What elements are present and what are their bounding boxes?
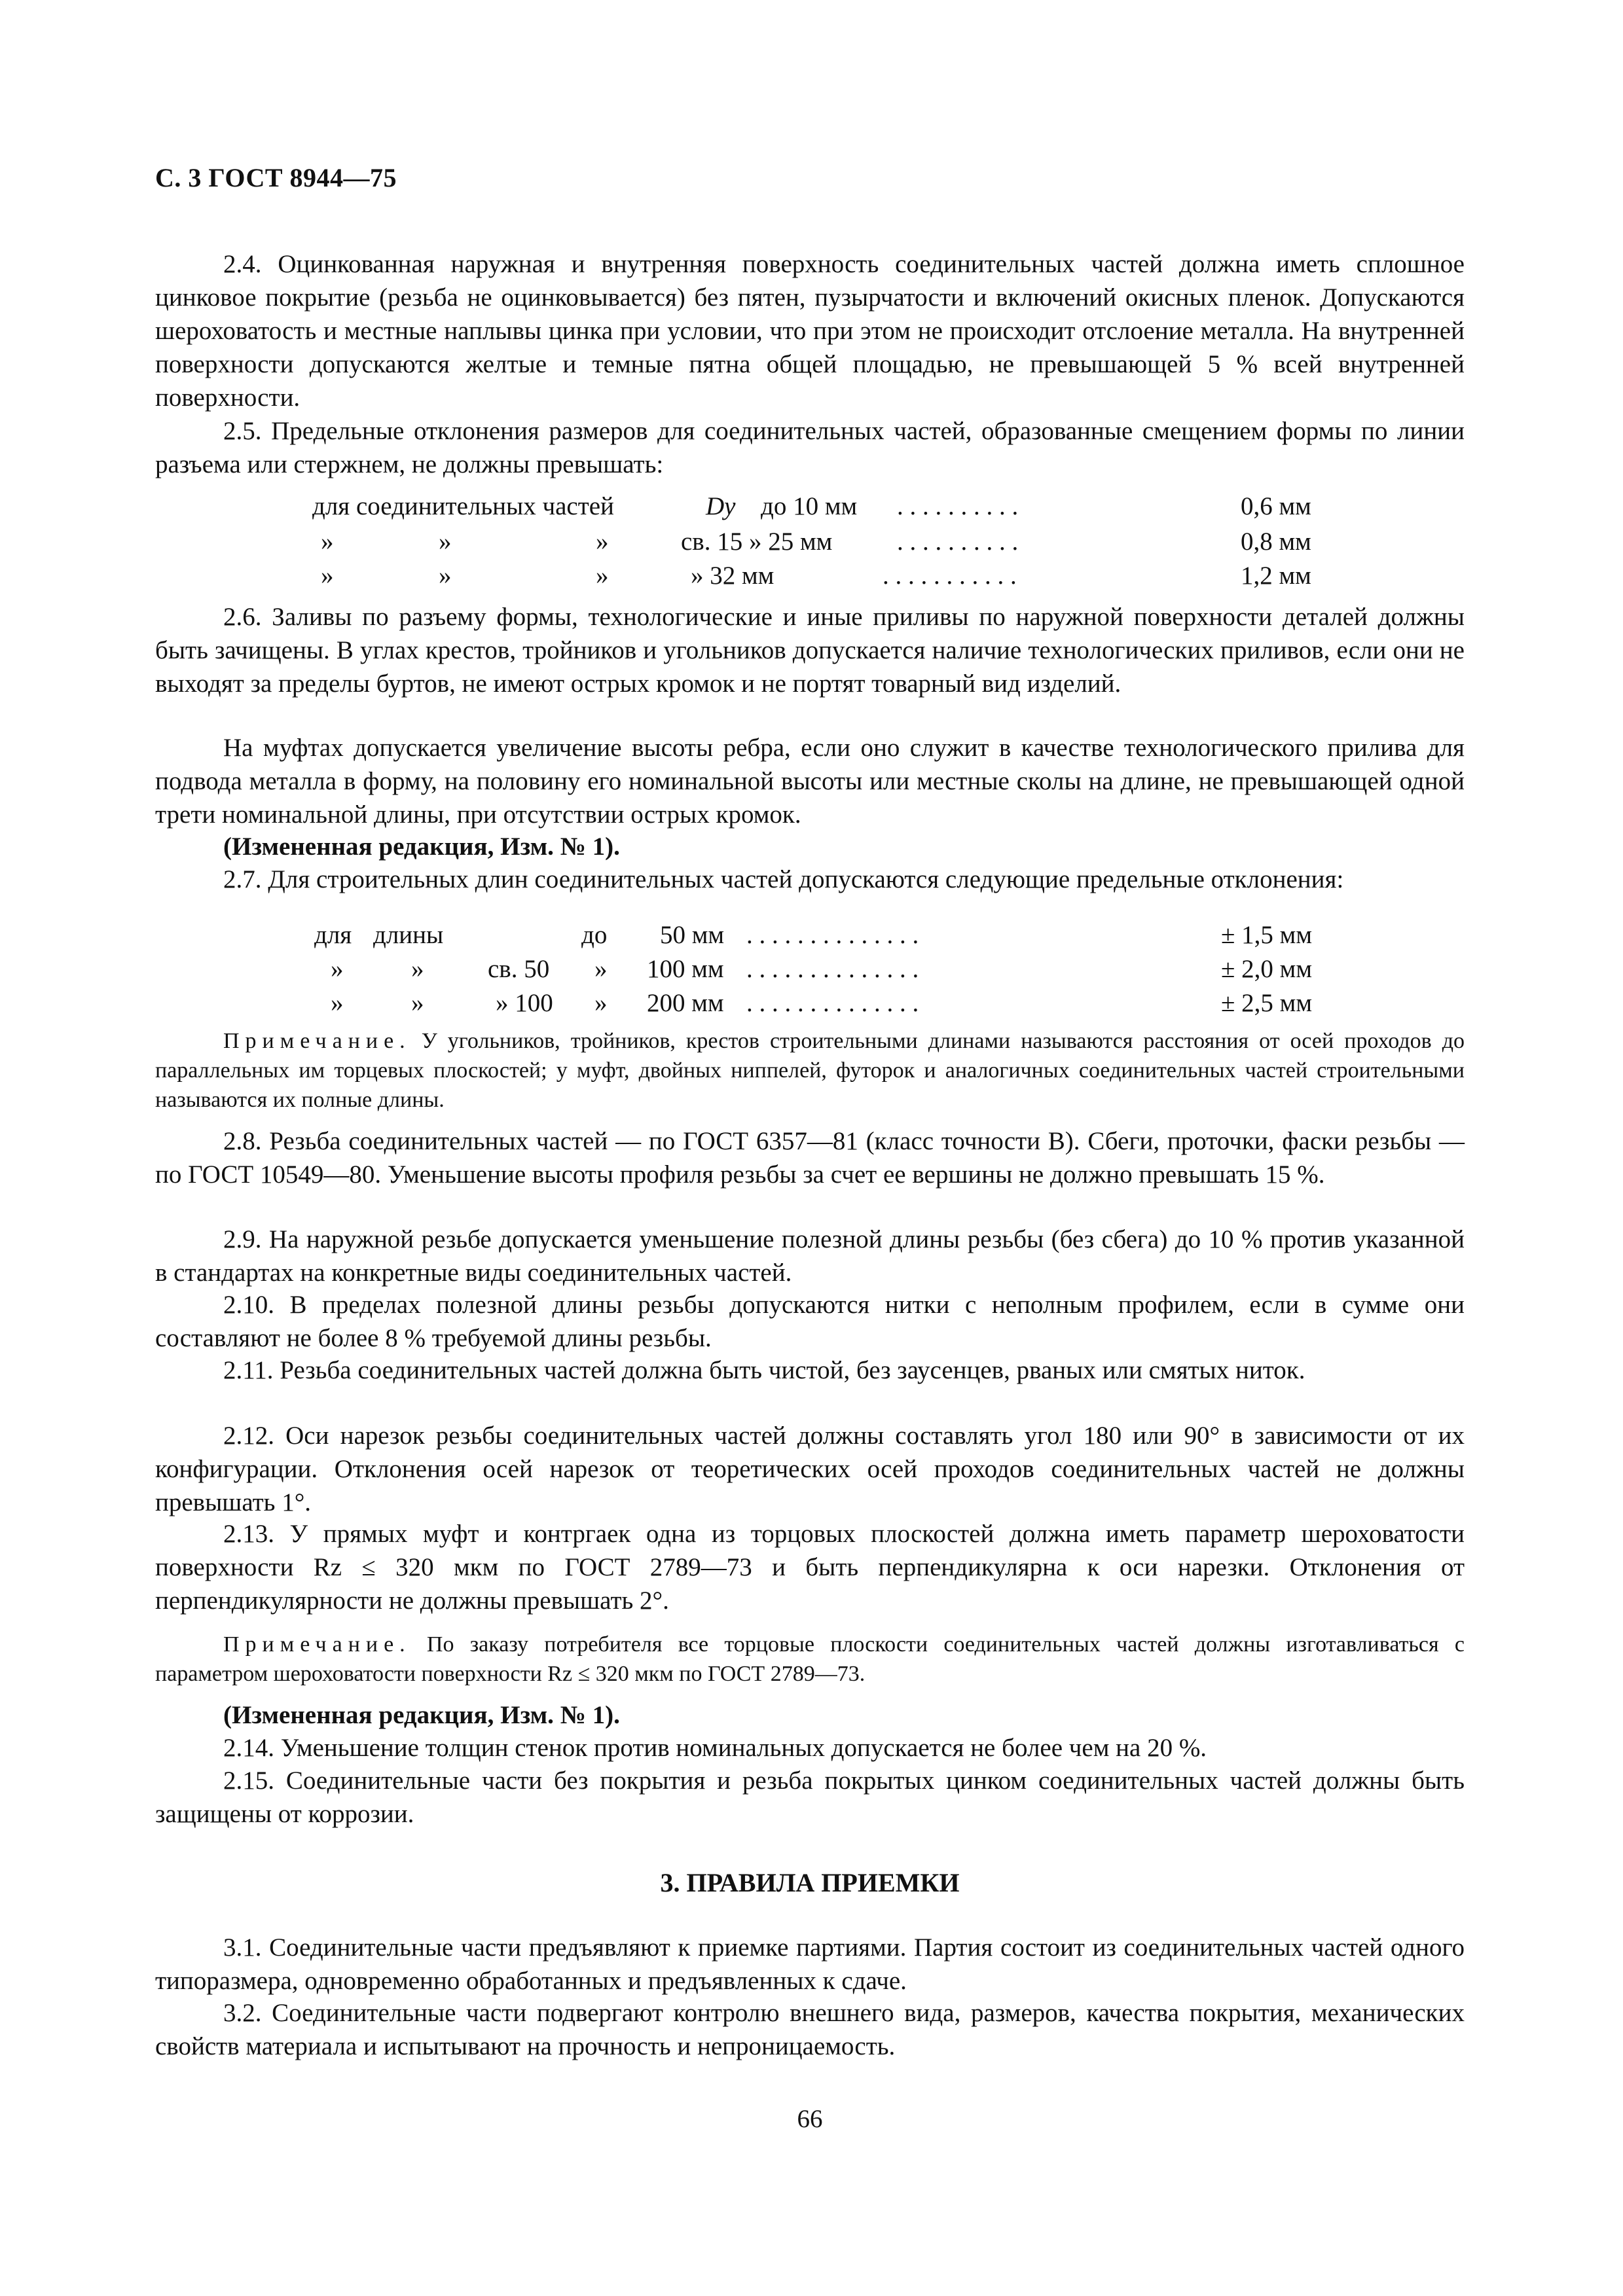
table-cell: »	[439, 562, 452, 590]
table-row	[0, 986, 1623, 1020]
paragraph-2-4: 2.4. Оцинкованная наружная и внутренняя поверхность соединительных частей должна иметь сплошное цинковое покрытие (резьба не оцинковывается) без пятен, пузырчатости и включений окисных пленок. Допускаются шероховатость и местные наплывы цинка при условии, что при этом не происходит отслоение металла. На внутренней поверхности допускаются желтые и темные пятна общей площадью, не превышающей 5 % всей внутренней поверхности.	[155, 250, 1465, 412]
table-row	[0, 559, 1623, 592]
table-cell: до	[581, 921, 608, 949]
table-cell: »	[594, 989, 608, 1017]
table-dots: . . . . . . . . . .	[897, 492, 1019, 520]
revision-note: (Измененная редакция, Изм. № 1).	[223, 833, 620, 861]
note-label: Примечание.	[223, 1632, 411, 1657]
note-label: Примечание.	[223, 1029, 411, 1053]
table-cell: »	[331, 989, 344, 1017]
table-cell: Dу	[706, 492, 736, 520]
paragraph-3-2: 3.2. Соединительные части подвергают контролю внешнего вида, размеров, качества покрытия, механических свойств материала и испытывают на прочность и непроницаемость.	[155, 1999, 1465, 2060]
table-cell: для соединительных частей	[312, 492, 614, 520]
table-row	[0, 525, 1623, 558]
table-dots: . . . . . . . . . . . . . .	[746, 989, 919, 1017]
table-value: 0,8 мм	[1241, 528, 1311, 556]
table-cell: св. 15 » 25 мм	[681, 528, 833, 556]
table-cell: св. 50	[488, 955, 550, 983]
table-dots: . . . . . . . . . . .	[883, 562, 1017, 590]
table-cell: 50 мм	[660, 921, 725, 949]
table-dots: . . . . . . . . . .	[897, 528, 1019, 556]
table-value: 0,6 мм	[1241, 492, 1311, 520]
table-row	[0, 490, 1623, 523]
table-cell: »	[331, 955, 344, 983]
section-heading: 3. ПРАВИЛА ПРИЕМКИ	[660, 1868, 960, 1897]
page-header: С. 3 ГОСТ 8944—75	[155, 163, 397, 192]
deviation-table-2-5	[0, 490, 1623, 594]
page-number: 66	[797, 2105, 823, 2133]
paragraph-2-14: 2.14. Уменьшение толщин стенок против номинальных допускается не более чем на 20 %.	[223, 1734, 1207, 1762]
paragraph-2-8: 2.8. Резьба соединительных частей — по ГОСТ 6357—81 (класс точности В). Сбеги, проточки, фаски резьбы — по ГОСТ 10549—80. Уменьшение высоты профиля резьбы за счет ее вершины не должно превышать 15 %.	[155, 1127, 1465, 1189]
table-cell: для	[314, 921, 352, 949]
note-text: У угольников, тройников, крестов строительными длинами называются расстояния от осей проходов до параллельных им торцевых плоскостей; у муфт, двойных ниппелей, футорок и аналогичных соединительных частей строительными называются их полные длины.	[155, 1029, 1465, 1112]
table-row	[0, 952, 1623, 986]
table-row	[0, 918, 1623, 952]
table-cell: »	[411, 989, 424, 1017]
table-cell: »	[596, 528, 609, 556]
table-cell: до 10 мм	[761, 492, 858, 520]
revision-note: (Измененная редакция, Изм. № 1).	[223, 1701, 620, 1729]
table-cell: длины	[373, 921, 444, 949]
table-cell: »	[594, 955, 608, 983]
paragraph-2-13: 2.13. У прямых муфт и контргаек одна из торцовых плоскостей должна иметь параметр шероховатости поверхности Rz ≤ 320 мкм по ГОСТ 2789—73 и быть перпендикулярна к оси нарезки. Отклонения от перпендикулярности не должны превышать 2°.	[155, 1520, 1465, 1615]
table-dots: . . . . . . . . . . . . . .	[746, 921, 919, 949]
paragraph-2-9: 2.9. На наружной резьбе допускается уменьшение полезной длины резьбы (без сбега) до 10 % против указанной в стандартах на конкретные виды соединительных частей.	[155, 1225, 1465, 1287]
paragraph-2-10: 2.10. В пределах полезной длины резьбы допускаются нитки с неполным профилем, если в сумме они составляют не более 8 % требуемой длины резьбы.	[155, 1291, 1465, 1352]
paragraph-2-5: 2.5. Предельные отклонения размеров для соединительных частей, образованные смещением формы по линии разъема или стержнем, не должны превышать:	[155, 417, 1465, 478]
table-cell: 100 мм	[647, 955, 724, 983]
length-tolerance-table-2-7	[0, 918, 1623, 1023]
table-cell: »	[321, 528, 334, 556]
paragraph-2-12: 2.12. Оси нарезок резьбы соединительных частей должны составлять угол 180 или 90° в зависимости от их конфигурации. Отклонения осей нарезок от теоретических осей проходов соединительных частей не должны превышать 1°.	[155, 1422, 1465, 1516]
note-roughness	[155, 1630, 1465, 1689]
table-cell: »	[596, 562, 609, 590]
table-value: ± 1,5 мм	[1221, 921, 1313, 949]
paragraph-2-11: 2.11. Резьба соединительных частей должна быть чистой, без заусенцев, рваных или смятых ниток.	[223, 1356, 1305, 1384]
paragraph-2-6: 2.6. Заливы по разъему формы, технологические и иные приливы по наружной поверхности деталей должны быть зачищены. В углах крестов, тройников и угольников допускается наличие технологических приливов, если они не выходят за пределы буртов, не имеют острых кромок и не портят товарный вид изделий.	[155, 603, 1465, 698]
note-text: По заказу потребителя все торцовые плоскости соединительных частей должны изготавливаться с параметром шероховатости поверхности Rz ≤ 320 мкм по ГОСТ 2789—73.	[155, 1632, 1465, 1686]
note-construction-lengths	[155, 1026, 1465, 1115]
paragraph-2-15: 2.15. Соединительные части без покрытия и резьба покрытых цинком соединительных частей должны быть защищены от коррозии.	[155, 1767, 1465, 1828]
paragraph-3-1: 3.1. Соединительные части предъявляют к приемке партиями. Партия состоит из соединительных частей одного типоразмера, одновременно обработанных и предъявленных к сдаче.	[155, 1933, 1465, 1995]
paragraph-2-6-muffs: На муфтах допускается увеличение высоты ребра, если оно служит в качестве технологического прилива для подвода металла в форму, на половину его номинальной высоты или местные сколы на длине, не превышающей одной трети номинальной длины, при отсутствии острых кромок.	[155, 734, 1465, 829]
table-value: ± 2,5 мм	[1221, 989, 1313, 1017]
table-dots: . . . . . . . . . . . . . .	[746, 955, 919, 983]
table-cell: »	[439, 528, 452, 556]
paragraph-2-7: 2.7. Для строительных длин соединительных частей допускаются следующие предельные отклонения:	[223, 865, 1344, 893]
table-cell: » 100	[496, 989, 553, 1017]
table-value: 1,2 мм	[1241, 562, 1311, 590]
table-cell: »	[321, 562, 334, 590]
table-cell: »	[411, 955, 424, 983]
table-cell: 200 мм	[647, 989, 724, 1017]
table-cell: » 32 мм	[691, 562, 775, 590]
table-value: ± 2,0 мм	[1221, 955, 1313, 983]
